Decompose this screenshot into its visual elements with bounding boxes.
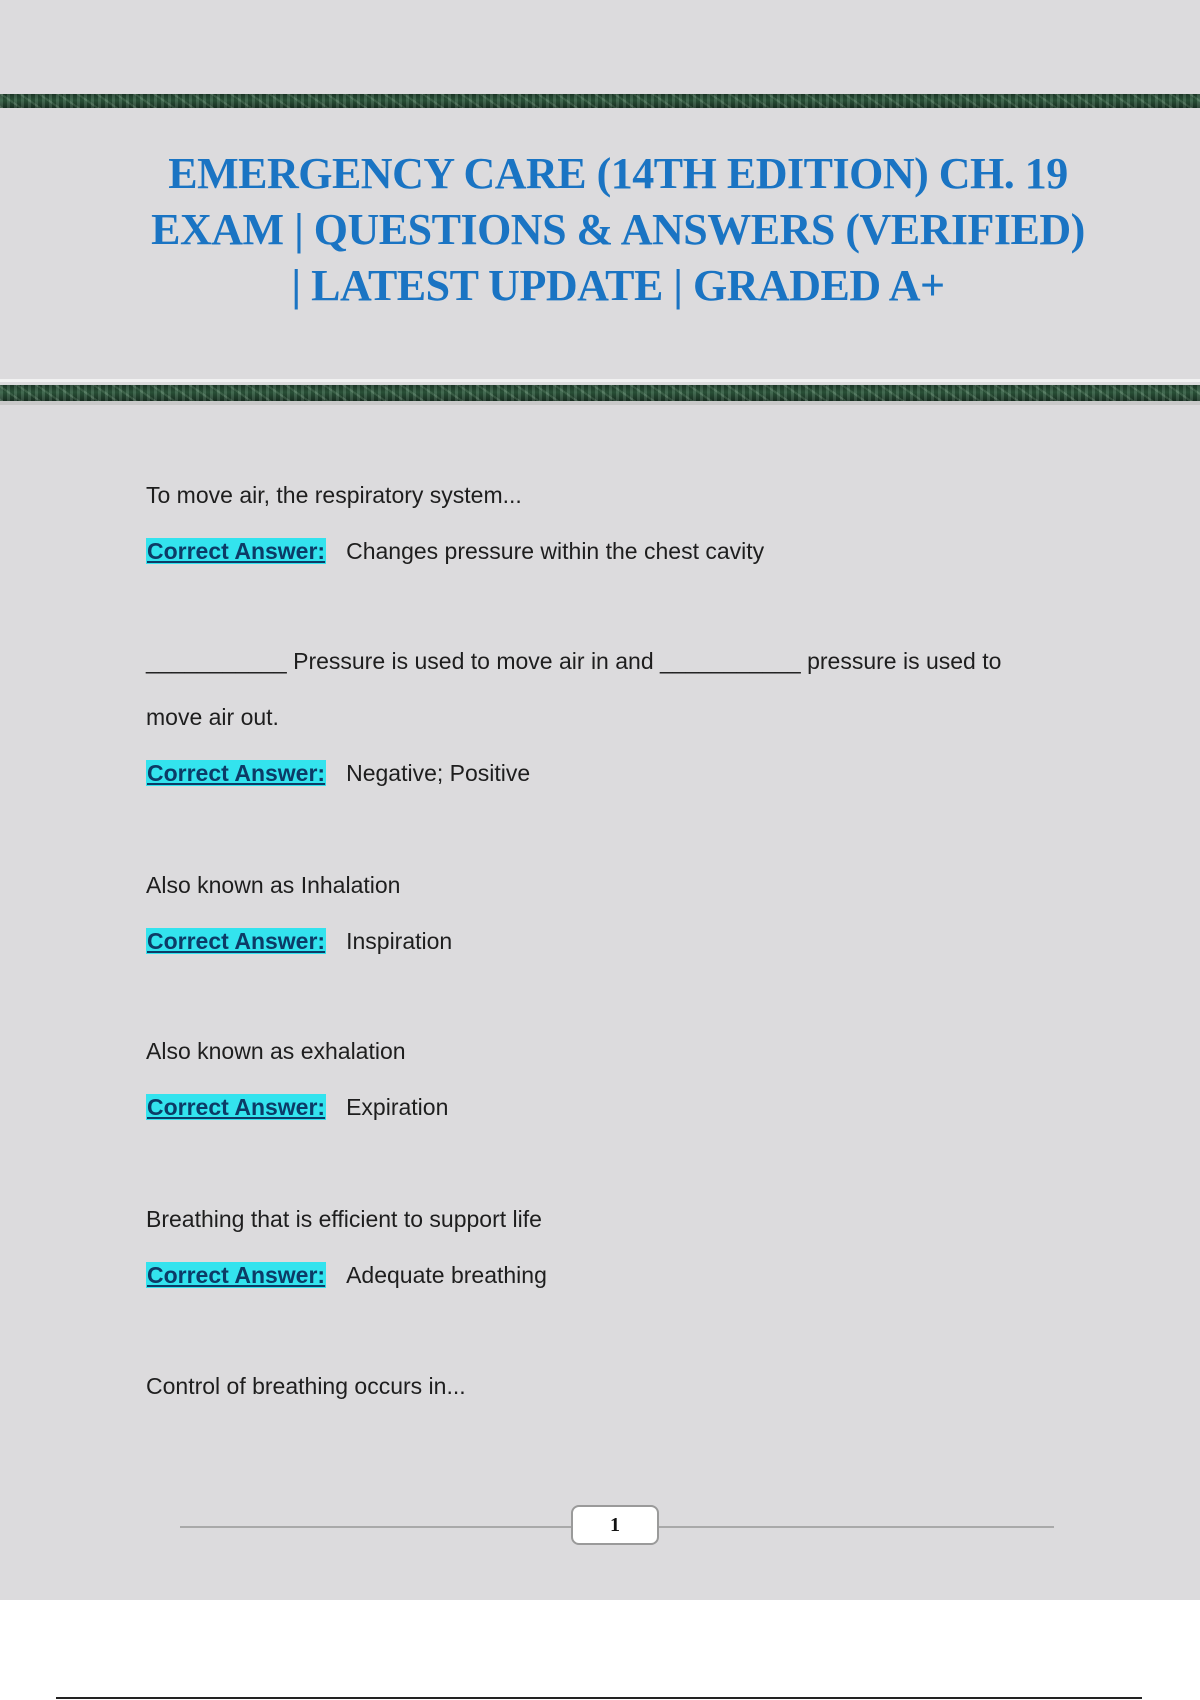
document-title: EMERGENCY CARE (14TH EDITION) CH. 19 EXAM | QUESTIONS & ANSWERS (VERIFIED) | LATEST UPDATE | GRADED A+ [151, 149, 1085, 310]
answer-row [146, 1079, 1066, 1135]
decorative-band-top [0, 94, 1200, 108]
question-text: Also known as Inhalation [146, 872, 401, 898]
answer-text: Changes pressure within the chest cavity [346, 538, 765, 564]
question-text-line-1: ___________ Pressure is used to move air in and ___________ pressure is used to [146, 648, 1002, 674]
answer-text: Inspiration [346, 928, 453, 954]
answer-text: Expiration [346, 1094, 449, 1120]
question-text: Control of breathing occurs in... [146, 1373, 466, 1399]
footer-rule-right [658, 1526, 1054, 1528]
answer-text: Negative; Positive [346, 760, 531, 786]
answer-row [146, 1247, 1066, 1303]
answer-row [146, 523, 1066, 579]
qa-item [146, 467, 1066, 579]
question-text: To move air, the respiratory system... [146, 482, 522, 508]
qa-item [146, 633, 1066, 801]
correct-answer-label: Correct Answer: [147, 760, 326, 786]
next-page-top-rule [56, 1697, 1142, 1699]
qa-item [146, 1191, 1066, 1303]
correct-answer-label: Correct Answer: [147, 538, 326, 564]
answer-row [146, 913, 1066, 969]
question-text: Also known as exhalation [146, 1038, 406, 1064]
qa-item [146, 1023, 1066, 1135]
answer-text: Adequate breathing [346, 1262, 547, 1288]
footer-rule-left [180, 1526, 572, 1528]
question-text-line-2: move air out. [146, 704, 279, 730]
qa-item [146, 1358, 1066, 1414]
answer-row [146, 745, 1066, 801]
decorative-band-bottom [0, 385, 1200, 401]
correct-answer-label: Correct Answer: [147, 1262, 326, 1288]
qa-item [146, 857, 1066, 969]
question-text: Breathing that is efficient to support life [146, 1206, 542, 1232]
correct-answer-label: Correct Answer: [147, 928, 326, 954]
correct-answer-label: Correct Answer: [147, 1094, 326, 1120]
page-number: 1 [571, 1505, 659, 1545]
